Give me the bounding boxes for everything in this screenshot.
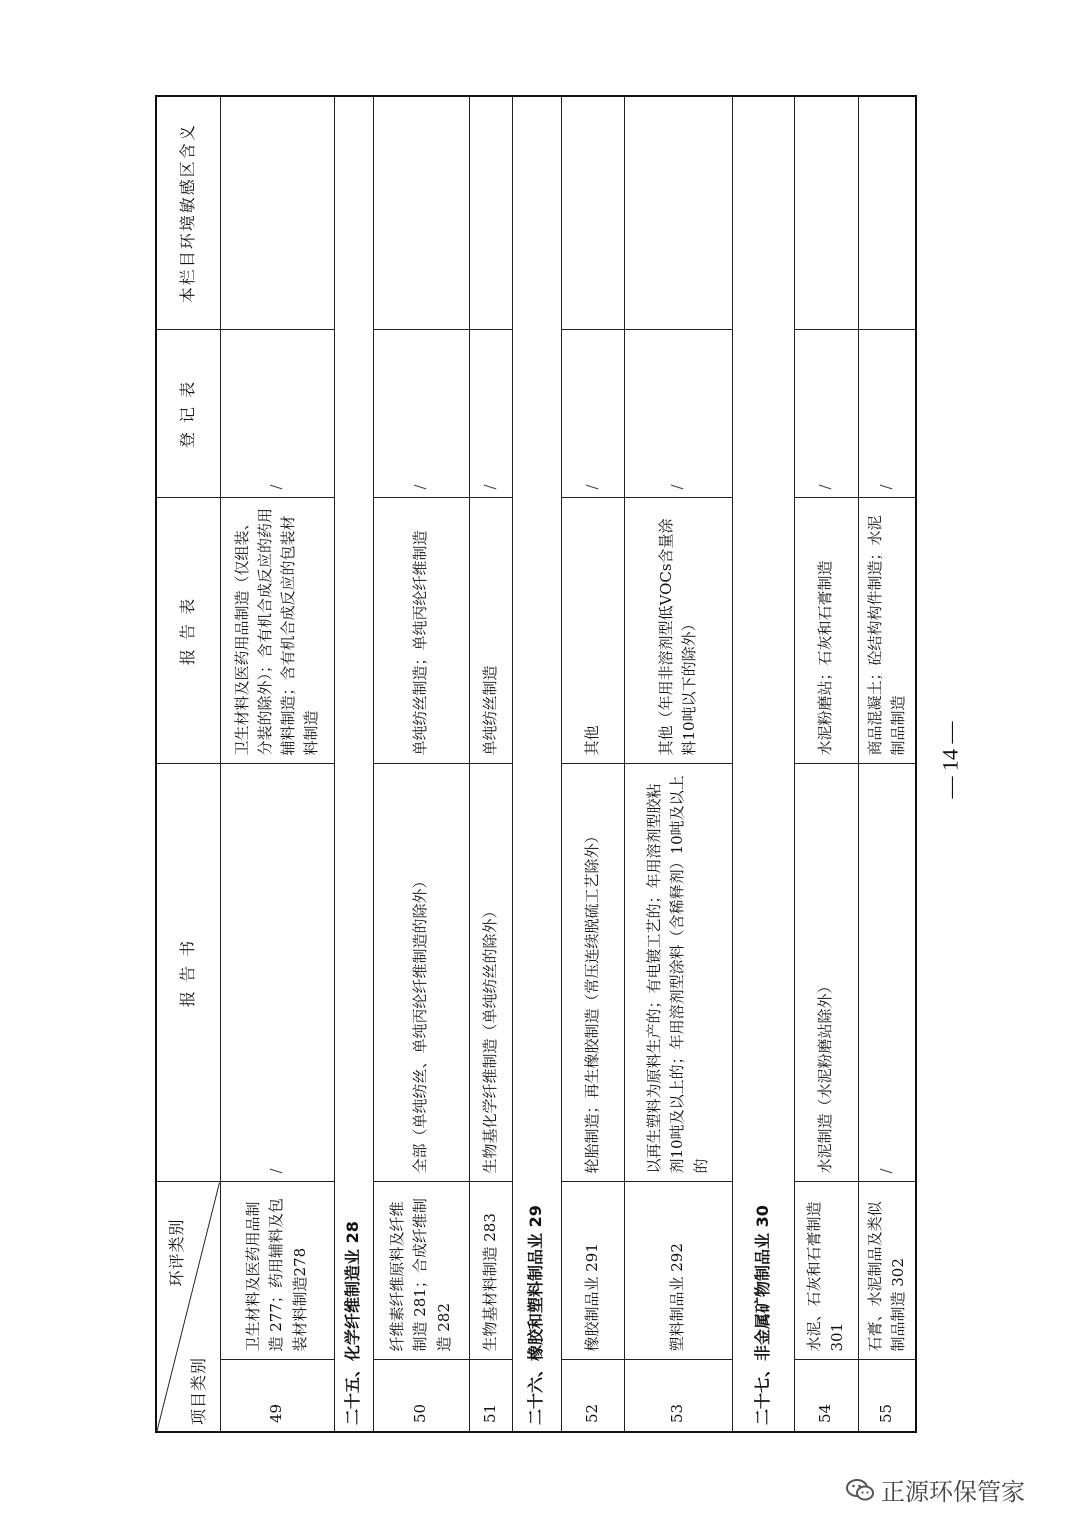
header-sensitive-area: 本栏目环境敏感区含义 — [156, 96, 220, 330]
row-number: 50 — [373, 1360, 469, 1432]
sensitive-area-cell — [624, 96, 732, 330]
table-row — [220, 96, 334, 1432]
rotated-table-container — [155, 97, 911, 1433]
project-category: 水泥、石灰和石膏制造 301 — [794, 1182, 858, 1360]
report-book-cell: 全部（单纯纺丝、单纯丙纶纤维制造的除外） — [373, 764, 469, 1182]
header-report-book: 报 告 书 — [156, 764, 220, 1182]
header-corner-cell — [156, 1182, 220, 1432]
sensitive-area-cell — [373, 96, 469, 330]
report-form-cell: 卫生材料及医药用品制造（仅组装、分装的除外）；含有机合成反应的药用辅料制造；含有机合成反应的包装材料制造 — [220, 498, 334, 764]
sensitive-area-cell — [794, 96, 858, 330]
table-row — [624, 96, 732, 1432]
page-number: — 14 — — [937, 721, 962, 799]
page-number-box — [930, 690, 970, 830]
table-row — [469, 96, 512, 1432]
table-row — [794, 96, 858, 1432]
register-form-cell: / — [858, 330, 916, 498]
category-row — [512, 96, 561, 1432]
report-form-cell: 其他（年用非溶剂型低VOCs含量涂料10吨以下的除外） — [624, 498, 732, 764]
report-book-cell: / — [220, 764, 334, 1182]
register-form-cell: / — [469, 330, 512, 498]
project-category: 生物基材料制造 283 — [469, 1182, 512, 1360]
table-header-row — [156, 96, 220, 1432]
wechat-icon — [845, 1477, 875, 1503]
report-book-cell: 以再生塑料为原料生产的；有电镀工艺的；年用溶剂型胶粘剂10吨及以上的；年用溶剂型涂料（含稀释剂）10吨及以上的 — [624, 764, 732, 1182]
register-form-cell: / — [561, 330, 624, 498]
sensitive-area-cell — [561, 96, 624, 330]
sensitive-area-cell — [858, 96, 916, 330]
category-row — [732, 96, 794, 1432]
header-report-form: 报 告 表 — [156, 498, 220, 764]
report-book-cell: 生物基化学纤维制造（单纯纺丝的除外） — [469, 764, 512, 1182]
report-form-cell: 单纯纺丝制造；单纯丙纶纤维制造 — [373, 498, 469, 764]
project-category: 卫生材料及医药用品制造 277；药用辅料及包装材料制造278 — [220, 1182, 334, 1360]
register-form-cell: / — [220, 330, 334, 498]
sensitive-area-cell — [469, 96, 512, 330]
header-project-category: 项目类别 — [188, 1356, 208, 1425]
project-category: 橡胶制品业 291 — [561, 1182, 624, 1360]
report-form-cell: 水泥粉磨站；石灰和石膏制造 — [794, 498, 858, 764]
report-book-cell: 水泥制造（水泥粉磨站除外） — [794, 764, 858, 1182]
report-book-cell: / — [858, 764, 916, 1182]
register-form-cell: / — [373, 330, 469, 498]
row-number: 52 — [561, 1360, 624, 1432]
row-number: 54 — [794, 1360, 858, 1432]
header-eia-category: 环评类别 — [167, 1218, 186, 1287]
row-number: 49 — [220, 1360, 334, 1432]
category-row — [334, 96, 373, 1432]
category-label: 二十五、化学纤维制造业 28 — [334, 96, 373, 1432]
row-number: 51 — [469, 1360, 512, 1432]
category-label: 二十七、非金属矿物制品业 30 — [732, 96, 794, 1432]
report-form-cell: 单纯纺丝制造 — [469, 498, 512, 764]
row-number: 55 — [858, 1360, 916, 1432]
report-form-cell: 商品混凝土；砼结构构件制造；水泥制品制造 — [858, 498, 916, 764]
table-row — [858, 96, 916, 1432]
register-form-cell: / — [794, 330, 858, 498]
project-category: 纤维素纤维原料及纤维制造 281；合成纤维制造 282 — [373, 1182, 469, 1360]
report-form-cell: 其他 — [561, 498, 624, 764]
project-category: 塑料制品业 292 — [624, 1182, 732, 1360]
register-form-cell: / — [624, 330, 732, 498]
watermark — [845, 1472, 1025, 1507]
sensitive-area-cell — [220, 96, 334, 330]
category-label: 二十六、橡胶和塑料制品业 29 — [512, 96, 561, 1432]
header-register-form: 登 记 表 — [156, 330, 220, 498]
row-number: 53 — [624, 1360, 732, 1432]
project-category: 石膏、水泥制品及类似制品制造 302 — [858, 1182, 916, 1360]
table-row — [373, 96, 469, 1432]
eia-classification-table — [155, 95, 917, 1433]
table-row — [561, 96, 624, 1432]
report-book-cell: 轮胎制造；再生橡胶制造（常压连续脱硫工艺除外） — [561, 764, 624, 1182]
watermark-text: 正源环保管家 — [881, 1478, 1025, 1506]
